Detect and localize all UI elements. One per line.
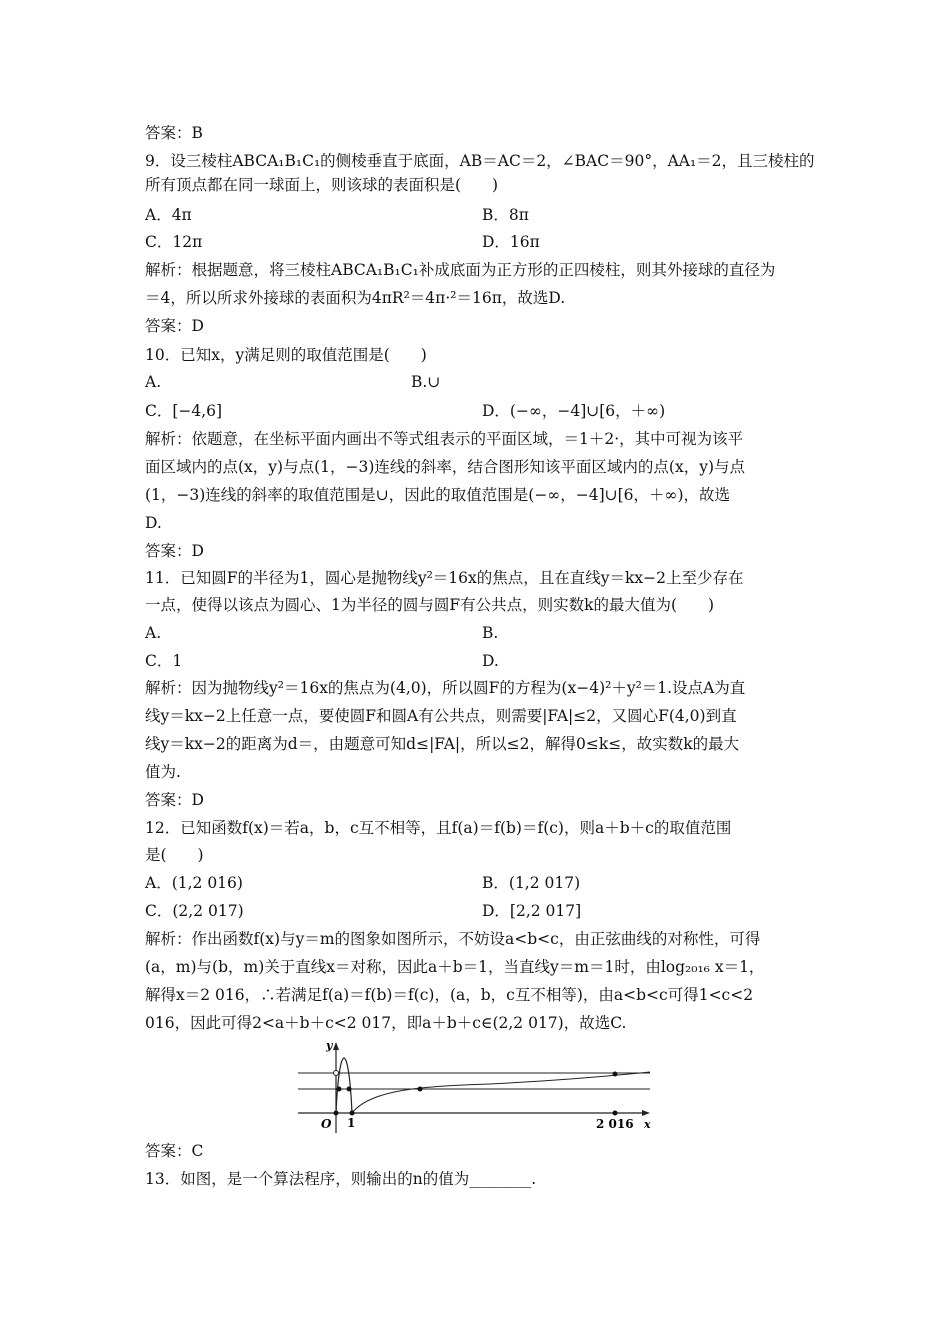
text-line: 值为.: [145, 763, 181, 781]
text-line: A．4π: [145, 206, 192, 224]
option-right-column: D．[2,2 017]: [482, 902, 582, 920]
sine-curve: [336, 1058, 352, 1113]
text-line: ＝4，所以所求外接球的表面积为4πR²＝4π·²＝16π，故选D.: [145, 289, 566, 307]
text-line: A.: [145, 373, 162, 391]
point-2016-on-curve: [613, 1072, 618, 1077]
text-line: 面区域内的点(x，y)与点(1，−3)连线的斜率，结合图形知该平面区域内的点(x，y)与点: [145, 458, 745, 476]
x-axis-label: x: [644, 1118, 651, 1131]
text-line: A．(1,2 016): [145, 874, 243, 892]
text-line: 一点，使得以该点为圆心、1为半径的圆与圆F有公共点，则实数k的最大值为( ): [145, 596, 715, 614]
text-line: 13．如图，是一个算法程序，则输出的n的值为________.: [145, 1170, 537, 1188]
point-x-1: [350, 1111, 355, 1116]
text-line: 016，因此可得2<a＋b＋c<2 017，即a＋b＋c∈(2,2 017)，故选C.: [145, 1014, 627, 1032]
text-line: 所有顶点都在同一球面上，则该球的表面积是( ): [145, 176, 499, 194]
point-x-2016: [613, 1111, 618, 1116]
text-line: 答案：D: [145, 542, 204, 560]
text-line: 答案：C: [145, 1142, 204, 1160]
text-line: 9．设三棱柱ABCA₁B₁C₁的侧棱垂直于底面，AB＝AC＝2，∠BAC＝90°，AA₁＝2，且三棱柱的: [145, 152, 815, 170]
text-line: 11．已知圆F的半径为1，圆心是抛物线y²＝16x的焦点，且在直线y＝kx−2上至少存在: [145, 569, 744, 587]
text-line: 解得x＝2 016，∴若满足f(a)＝f(b)＝f(c)，(a，b，c互不相等)，由a<b<c可得1<c<2: [145, 986, 754, 1004]
text-line: 解析：因为抛物线y²＝16x的焦点为(4,0)，所以圆F的方程为(x−4)²＋y²＝1.设点A为直: [145, 679, 746, 697]
text-line: 答案：D: [145, 791, 204, 809]
text-line: D.: [145, 514, 162, 532]
x-axis-arrow: [642, 1110, 650, 1116]
tick-label-2016: 2 016: [596, 1117, 634, 1131]
text-line: C．[−4,6]: [145, 402, 223, 420]
text-line: 答案：B: [145, 124, 203, 142]
function-graph: [290, 1038, 660, 1138]
text-line: 12．已知函数f(x)＝若a，b，c互不相等，且f(a)＝f(b)＝f(c)，则a＋b＋c的取值范围: [145, 819, 732, 837]
tick-label-1: 1: [347, 1116, 356, 1130]
text-line: 解析：作出函数f(x)与y＝m的图象如图所示，不妨设a<b<c，由正弦曲线的对称性，可得: [145, 930, 761, 948]
text-line: 是( ): [145, 846, 204, 864]
text-line: 线y＝kx−2上任意一点，要使圆F和圆A有公共点，则需要|FA|≤2，又圆心F(4,0)到直: [145, 707, 737, 725]
text-line: C．(2,2 017): [145, 902, 244, 920]
point-c: [418, 1087, 423, 1092]
text-line: 10．已知x，y满足则的取值范围是( ): [145, 346, 427, 364]
y-axis-arrow: [333, 1042, 339, 1050]
text-line: (1，−3)连线的斜率的取值范围是∪，因此的取值范围是(−∞，−4]∪[6，＋∞)，故选: [145, 486, 730, 504]
text-line: 解析：根据题意，将三棱柱ABCA₁B₁C₁补成底面为正方形的正四棱柱，则其外接球的直径为: [145, 261, 776, 279]
option-right-column: B．8π: [482, 206, 529, 224]
point-b: [347, 1087, 352, 1092]
text-line: 答案：D: [145, 317, 204, 335]
option-right-column: D.: [482, 652, 499, 670]
text-line: C．1: [145, 652, 183, 670]
origin-point: [334, 1111, 339, 1116]
point-a: [337, 1087, 342, 1092]
origin-label: O: [321, 1117, 332, 1131]
option-right-column: D．(−∞，−4]∪[6，＋∞): [482, 402, 666, 420]
option-right-column: B.∪: [411, 373, 441, 391]
y-axis-label: y: [326, 1039, 333, 1052]
log-curve: [352, 1072, 650, 1113]
text-line: (a，m)与(b，m)关于直线x＝对称，因此a＋b＝1，当直线y＝m＝1时，由log₂₀₁₆ x＝1，: [145, 958, 765, 976]
option-right-column: D．16π: [482, 233, 540, 251]
text-line: A.: [145, 624, 162, 642]
open-point: [334, 1071, 339, 1076]
text-line: C．12π: [145, 233, 203, 251]
text-line: 线y＝kx−2的距离为d＝，由题意可知d≤|FA|，所以≤2，解得0≤k≤，故实数k的最大: [145, 735, 740, 753]
text-line: 解析：依题意，在坐标平面内画出不等式组表示的平面区域，＝1＋2·，其中可视为该平: [145, 430, 744, 448]
option-right-column: B.: [482, 624, 499, 642]
option-right-column: B．(1,2 017): [482, 874, 581, 892]
